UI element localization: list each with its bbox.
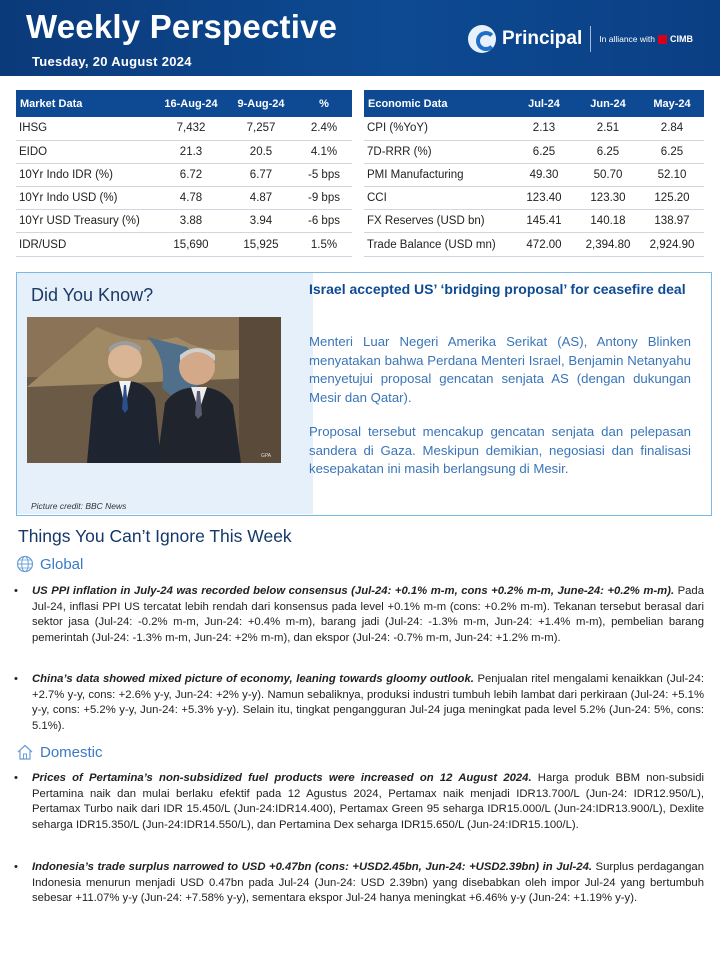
table-cell: 6.77 xyxy=(226,163,296,186)
picture-credit: Picture credit: BBC News xyxy=(31,501,127,511)
table-row xyxy=(16,233,352,256)
report-date: Tuesday, 20 August 2024 xyxy=(32,54,192,69)
table-cell: CPI (%YoY) xyxy=(364,117,512,140)
table-cell: 3.94 xyxy=(226,210,296,233)
column-header: May-24 xyxy=(640,90,704,117)
globe-icon xyxy=(16,555,34,573)
news-headline: Israel accepted US’ ‘bridging proposal’ for ceasefire deal xyxy=(309,281,686,297)
report-header xyxy=(0,0,720,76)
table-row xyxy=(364,210,704,233)
table-row xyxy=(364,140,704,163)
bullet-body: Surplus perdagangan Indonesia menurun menjadi USD 0.47bn pada Jul-24 (Jun-24: USD 2.39bn) yang disebabkan oleh impor Jul-24 yang bertumbuh sebesar +11.07% y-y (Jun-24: +7.58% y-y), sementara ekspor Jul-24 hanya meningkat +6.46% y-y (Jun-24: +1.19% y-y). xyxy=(32,861,704,905)
table-cell: 10Yr Indo IDR (%) xyxy=(16,163,156,186)
news-photo-illustration xyxy=(27,317,281,463)
table-cell: -5 bps xyxy=(296,163,352,186)
list-item xyxy=(14,584,704,646)
bullet-lead: US PPI inflation in July-24 was recorded below consensus (Jul-24: +0.1% m-m, cons +0.2% m-m, June-24: +0.2% m-m). xyxy=(32,585,675,597)
table-row xyxy=(364,163,704,186)
did-you-know-panel xyxy=(16,272,712,516)
table-row xyxy=(16,140,352,163)
table-cell: 2.4% xyxy=(296,117,352,140)
partner-name: CIMB xyxy=(670,34,694,44)
table-row xyxy=(16,117,352,140)
did-you-know-title: Did You Know? xyxy=(31,285,154,305)
bullet-body: Harga produk BBM non-subsidi Pertamina naik dan mulai berlaku efektif pada 12 Agustus 2024, Pertamax naik menjadi IDR13.700/L (Jun-24: IDR12.950/L), Pertamax Turbo naik dari IDR 15.450/L (Jun-24:IDR14.400), Pertamax Green 95 seharga IDR15.000/L (Jun-24:IDR13.900/L), Dexlite seharga IDR15.350/L (Jun-24:IDR14.550/L), dan Pertamina Dex seharga IDR15.650/L (Jun-24:IDR15.100/L). xyxy=(32,772,704,831)
list-item xyxy=(14,860,704,907)
column-header: 9-Aug-24 xyxy=(226,90,296,117)
bullet-lead: China’s data showed mixed picture of economy, leaning towards gloomy outlook. xyxy=(32,673,474,685)
table-row xyxy=(364,117,704,140)
list-item xyxy=(14,672,704,734)
house-icon xyxy=(16,743,34,761)
news-paragraph: Proposal tersebut mencakup gencatan senjata dan pelepasan sandera di Gaza. Meskipun demikian, negosiasi dan finalisasi kesepakatan ini masih berlangsung di Mesir. xyxy=(309,424,691,477)
alliance-label: In alliance with xyxy=(599,34,656,44)
list-item xyxy=(14,771,704,833)
table-cell: 15,690 xyxy=(156,233,226,256)
bullet-dot: • xyxy=(14,861,18,873)
table-cell: IHSG xyxy=(16,117,156,140)
table-cell: 2.51 xyxy=(576,117,640,140)
section-title: Things You Can’t Ignore This Week xyxy=(18,526,292,546)
table-cell: CCI xyxy=(364,187,512,210)
logo-divider xyxy=(590,26,591,52)
market-data-table xyxy=(16,90,352,257)
column-header: % xyxy=(296,90,352,117)
table-cell: PMI Manufacturing xyxy=(364,163,512,186)
news-paragraph: Menteri Luar Negeri Amerika Serikat (AS), Antony Blinken menyatakan bahwa Perdana Menteri Israel, Benjamin Netanyahu menyetujui proposal gencatan senjata AS (dengan dukungan Mesir dan Qatar). xyxy=(309,334,691,405)
table-cell: 472.00 xyxy=(512,233,576,256)
table-row xyxy=(364,187,704,210)
table-cell: -6 bps xyxy=(296,210,352,233)
cimb-logo-icon xyxy=(658,35,667,44)
table-row xyxy=(16,163,352,186)
global-heading xyxy=(16,555,83,573)
table-cell: 15,925 xyxy=(226,233,296,256)
table-cell: 6.72 xyxy=(156,163,226,186)
table-cell: 2.13 xyxy=(512,117,576,140)
table-header-row xyxy=(364,90,704,117)
table-cell: 140.18 xyxy=(576,210,640,233)
bullet-body: Pada Jul-24, inflasi PPI US tercatat lebih rendah dari konsensus pada level +0.1% m-m (cons: +0.2% m-m). Tekanan tersebut berasal dari sektor jasa (Jul-24: -0.2% m-m, Jun-24: +0.4% m-m), barang jadi (Jul-24: -1.3% m-m, Jun-24: +1.4% m-m), pembelian barang pemerintah (Jul-24: -1.3% m-m, Jun-24: +2% m-m), dan ekspor (Jul-24: -0.7% m-m, Jun-24: +1.2% m-m). xyxy=(32,585,704,644)
photo-tag: GPA xyxy=(261,453,271,459)
column-header: Jun-24 xyxy=(576,90,640,117)
table-cell: 1.5% xyxy=(296,233,352,256)
domestic-label: Domestic xyxy=(40,743,103,761)
domestic-heading xyxy=(16,743,103,761)
column-header: 16-Aug-24 xyxy=(156,90,226,117)
bullet-body: Penjualan ritel mengalami kenaikkan (Jul-24: +2.7% y-y, cons: +2.6% y-y, Jun-24: +2% y-y). Namun sebaliknya, produksi industri tumbuh lebih lambat dari perkiraan (Jul-24: +5.1% y-y, cons: +5.2% y-y, Jun-24: +5.3% y-y). Selain itu, tingkat pengangguran Jul-24 juga meningkat pada level 5.2% (Jun-24: 5%, cons: 5.1%). xyxy=(32,673,704,732)
news-photo xyxy=(27,317,281,463)
table-row xyxy=(364,233,704,256)
table-cell: 7,432 xyxy=(156,117,226,140)
table-cell: 10Yr Indo USD (%) xyxy=(16,187,156,210)
column-header: Economic Data xyxy=(364,90,512,117)
table-cell: 6.25 xyxy=(576,140,640,163)
table-cell: 6.25 xyxy=(512,140,576,163)
table-cell: 123.40 xyxy=(512,187,576,210)
principal-logo-icon xyxy=(468,25,496,53)
table-cell: 4.87 xyxy=(226,187,296,210)
table-cell: EIDO xyxy=(16,140,156,163)
global-label: Global xyxy=(40,555,84,573)
table-cell: FX Reserves (USD bn) xyxy=(364,210,512,233)
table-cell: 138.97 xyxy=(640,210,704,233)
table-cell: -9 bps xyxy=(296,187,352,210)
table-cell: Trade Balance (USD mn) xyxy=(364,233,512,256)
table-cell: 3.88 xyxy=(156,210,226,233)
table-cell: 4.1% xyxy=(296,140,352,163)
report-title: Weekly Perspective xyxy=(26,8,338,45)
brand-logo xyxy=(468,22,708,56)
bullet-dot: • xyxy=(14,673,18,685)
table-cell: 125.20 xyxy=(640,187,704,210)
table-cell: 7D-RRR (%) xyxy=(364,140,512,163)
table-cell: 123.30 xyxy=(576,187,640,210)
brand-name: Principal xyxy=(502,28,583,49)
bullet-dot: • xyxy=(14,772,18,784)
table-cell: 50.70 xyxy=(576,163,640,186)
column-header: Jul-24 xyxy=(512,90,576,117)
table-cell: 20.5 xyxy=(226,140,296,163)
table-cell: 145.41 xyxy=(512,210,576,233)
table-row xyxy=(16,187,352,210)
table-cell: 2,924.90 xyxy=(640,233,704,256)
table-cell: 2.84 xyxy=(640,117,704,140)
table-cell: 7,257 xyxy=(226,117,296,140)
bullet-lead: Prices of Pertamina’s non-subsidized fuel products were increased on 12 August 2024. xyxy=(32,772,532,784)
column-header: Market Data xyxy=(16,90,156,117)
table-cell: 4.78 xyxy=(156,187,226,210)
bullet-lead: Indonesia’s trade surplus narrowed to USD +0.47bn (cons: +USD2.45bn, Jun-24: +USD2.39bn) in Jul-24. xyxy=(32,861,592,873)
table-cell: IDR/USD xyxy=(16,233,156,256)
table-cell: 52.10 xyxy=(640,163,704,186)
economic-data-table xyxy=(364,90,704,257)
table-row xyxy=(16,210,352,233)
table-header-row xyxy=(16,90,352,117)
table-cell: 49.30 xyxy=(512,163,576,186)
table-cell: 10Yr USD Treasury (%) xyxy=(16,210,156,233)
bullet-dot: • xyxy=(14,585,18,597)
alliance-text xyxy=(599,34,693,44)
table-cell: 21.3 xyxy=(156,140,226,163)
table-cell: 2,394.80 xyxy=(576,233,640,256)
table-cell: 6.25 xyxy=(640,140,704,163)
